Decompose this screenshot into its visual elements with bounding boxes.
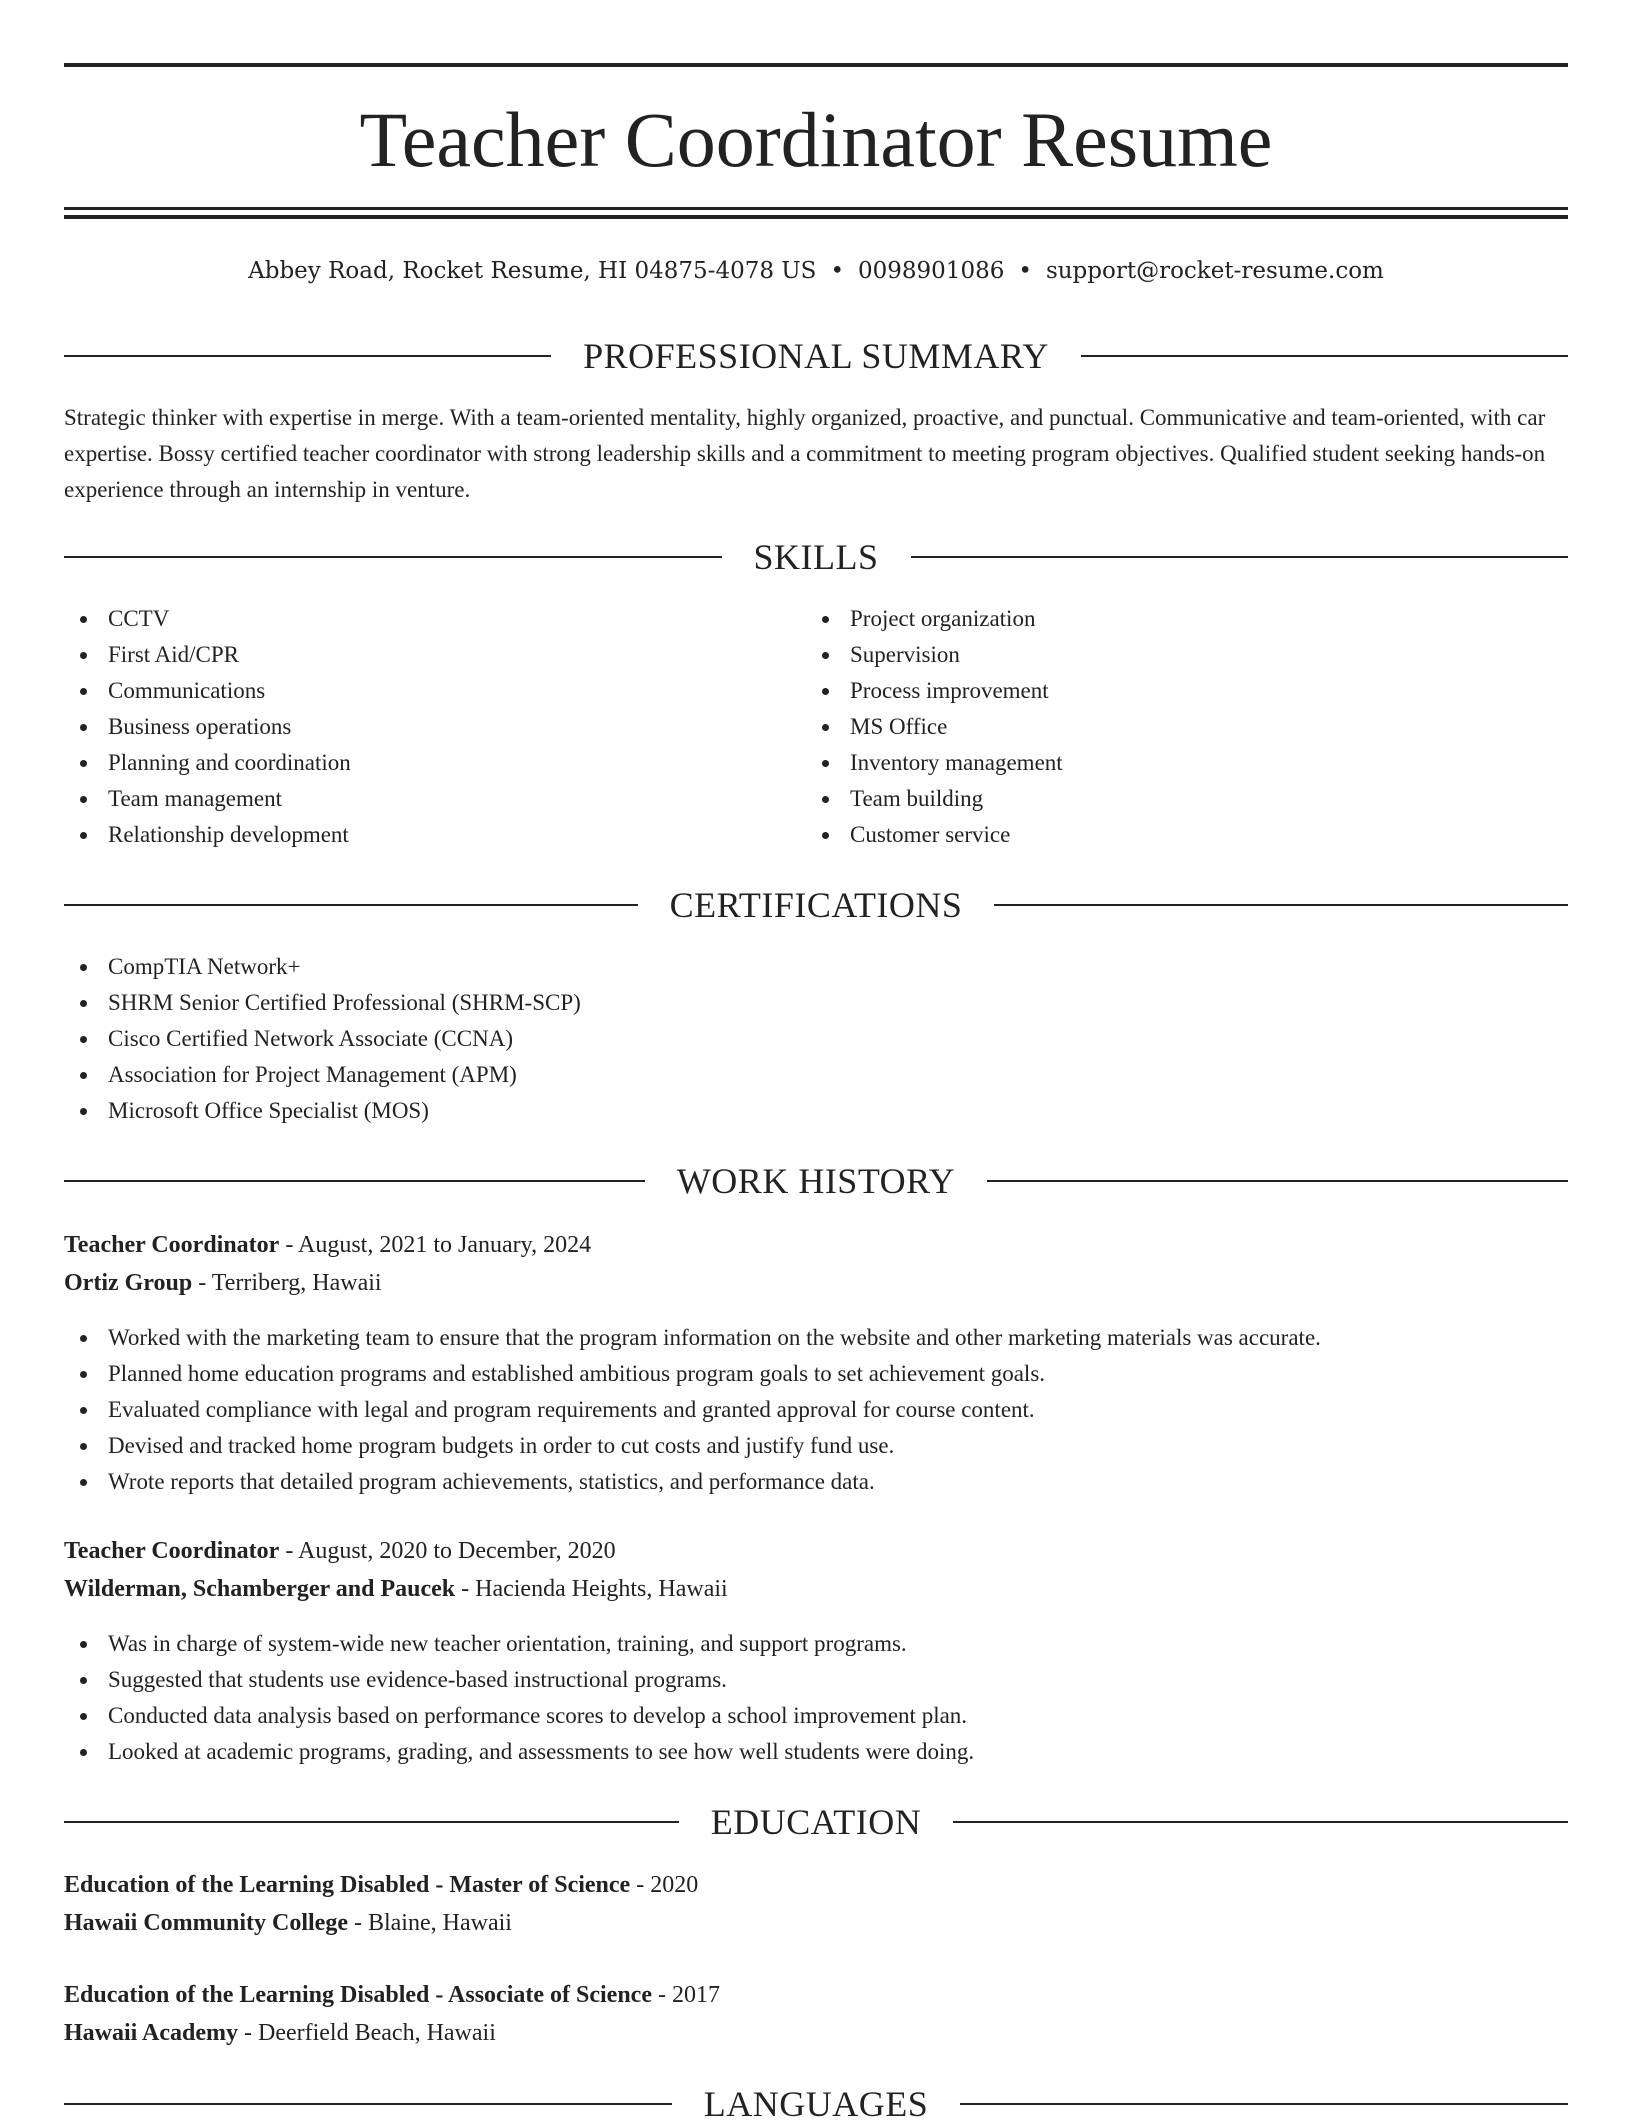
contact-phone: 0098901086 (858, 258, 1005, 284)
top-rule (64, 63, 1568, 67)
job-company-row (64, 1570, 1568, 1608)
skill-item: CCTV (64, 601, 764, 637)
certification-item: CompTIA Network+ (64, 949, 1464, 985)
divider (994, 904, 1568, 906)
section-title: WORK HISTORY (676, 1161, 956, 1201)
job-location: - Terriberg, Hawaii (192, 1270, 382, 1296)
education-school-row (64, 2014, 1568, 2052)
education-year: - 2017 (652, 1982, 720, 2008)
job-bullet: Planned home education programs and established ambitious program goals to set achievement goals. (64, 1356, 1564, 1392)
job-entry (64, 1532, 1568, 1608)
education-entry (64, 1866, 1568, 1942)
skill-item: Project organization (806, 601, 1506, 637)
education-degree-row (64, 1976, 1568, 2014)
skill-item: Team management (64, 781, 764, 817)
section-header-skills (64, 535, 1568, 579)
job-bullets (64, 1626, 1564, 1770)
job-bullet: Looked at academic programs, grading, and assessments to see how well students were doing. (64, 1734, 1564, 1770)
divider (911, 556, 1569, 558)
job-bullet: Evaluated compliance with legal and program requirements and granted approval for course content. (64, 1392, 1564, 1428)
certification-item: SHRM Senior Certified Professional (SHRM-SCP) (64, 985, 1464, 1021)
skill-item: First Aid/CPR (64, 637, 764, 673)
education-location: - Blaine, Hawaii (347, 1910, 512, 1936)
divider (64, 2103, 672, 2105)
education-school: Hawaii Community College (64, 1910, 348, 1936)
skills-list-right (806, 601, 1506, 853)
job-bullet: Wrote reports that detailed program achievements, statistics, and performance data. (64, 1464, 1564, 1500)
section-title: EDUCATION (710, 1802, 922, 1842)
title-rule-lower (64, 215, 1568, 219)
job-title-row (64, 1226, 1568, 1264)
divider (960, 2103, 1568, 2105)
certification-item: Association for Project Management (APM) (64, 1057, 1464, 1093)
job-bullet: Worked with the marketing team to ensure that the program information on the website and other marketing materials was accurate. (64, 1320, 1564, 1356)
contact-line (64, 254, 1568, 288)
job-bullet: Suggested that students use evidence-based instructional programs. (64, 1662, 1564, 1698)
education-location: - Deerfield Beach, Hawaii (238, 2020, 496, 2046)
skill-item: Supervision (806, 637, 1506, 673)
job-bullet: Was in charge of system-wide new teacher orientation, training, and support programs. (64, 1626, 1564, 1662)
education-school-row (64, 1904, 1568, 1942)
skill-item: Relationship development (64, 817, 764, 853)
job-title: Teacher Coordinator (64, 1538, 280, 1564)
divider (1081, 355, 1568, 357)
job-dates: - August, 2021 to January, 2024 (279, 1232, 592, 1258)
education-entry (64, 1976, 1568, 2052)
divider (64, 904, 638, 906)
job-title: Teacher Coordinator (64, 1232, 280, 1258)
skill-item: Process improvement (806, 673, 1506, 709)
divider (64, 1821, 679, 1823)
skill-item: Team building (806, 781, 1506, 817)
divider (953, 1821, 1568, 1823)
job-company: Ortiz Group (64, 1270, 193, 1296)
section-header-summary (64, 334, 1568, 378)
divider (64, 556, 722, 558)
skill-item: Planning and coordination (64, 745, 764, 781)
job-dates: - August, 2020 to December, 2020 (279, 1538, 616, 1564)
job-bullet: Devised and tracked home program budgets in order to cut costs and justify fund use. (64, 1428, 1564, 1464)
section-header-languages (64, 2082, 1568, 2126)
education-degree: Education of the Learning Disabled - Master of Science (64, 1872, 631, 1898)
section-header-work (64, 1159, 1568, 1203)
section-header-certifications (64, 883, 1568, 927)
skill-item: Inventory management (806, 745, 1506, 781)
education-degree-row (64, 1866, 1568, 1904)
certification-item: Microsoft Office Specialist (MOS) (64, 1093, 1464, 1129)
contact-separator: • (830, 258, 845, 284)
skill-item: Customer service (806, 817, 1506, 853)
section-title: LANGUAGES (703, 2084, 929, 2124)
skill-item: Communications (64, 673, 764, 709)
contact-email: support@rocket-resume.com (1045, 258, 1384, 284)
section-title: PROFESSIONAL SUMMARY (583, 336, 1049, 376)
job-company: Wilderman, Schamberger and Paucek (64, 1576, 456, 1602)
job-title-row (64, 1532, 1568, 1570)
title-rule-upper (64, 207, 1568, 210)
contact-address: Abbey Road, Rocket Resume, HI 04875-4078 US (248, 258, 817, 284)
education-school: Hawaii Academy (64, 2020, 238, 2046)
certification-item: Cisco Certified Network Associate (CCNA) (64, 1021, 1464, 1057)
certifications-list (64, 949, 1464, 1129)
job-bullets (64, 1320, 1564, 1500)
section-title: CERTIFICATIONS (669, 885, 963, 925)
section-header-education (64, 1800, 1568, 1844)
education-year: - 2020 (630, 1872, 699, 1898)
summary-text: Strategic thinker with expertise in merge. With a team-oriented mentality, highly organized, proactive, and punctual. Communicative and team-oriented, with car expertise. Bossy certified teacher coordinator with strong leadership skills and a commitment to meeting program objectives. Qualified student seeking hands-on experience through an internship in venture. (64, 405, 1546, 502)
divider (64, 1180, 645, 1182)
divider (64, 355, 551, 357)
contact-separator: • (1018, 258, 1032, 284)
job-location: - Hacienda Heights, Hawaii (455, 1576, 728, 1602)
job-entry (64, 1226, 1568, 1302)
education-degree: Education of the Learning Disabled - Associate of Science (64, 1982, 652, 2008)
page-title: Teacher Coordinator Resume (359, 96, 1273, 183)
skills-list-left (64, 601, 764, 853)
job-bullet: Conducted data analysis based on performance scores to develop a school improvement plan. (64, 1698, 1564, 1734)
divider (987, 1180, 1568, 1182)
section-title: SKILLS (753, 537, 879, 577)
job-company-row (64, 1264, 1568, 1302)
skill-item: Business operations (64, 709, 764, 745)
skill-item: MS Office (806, 709, 1506, 745)
